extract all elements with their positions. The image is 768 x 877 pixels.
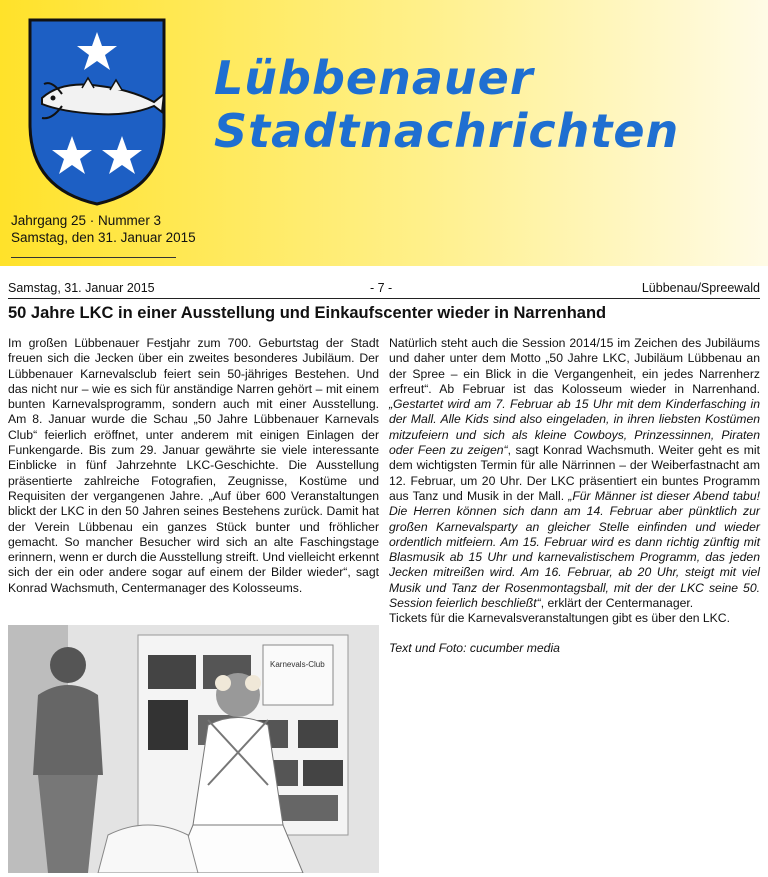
- article-paragraph-1: Im großen Lübbenauer Festjahr zum 700. Geburtstag der Stadt freuen sich die Jecken über ein zweites besonderes Jubiläum. Der Lübbenauer Karnevalsclub feiert sein 50-jähriges Bestehen. Und das nicht nur – wie es sich für anständige Narren gehört – mit einem bunten Karnevalsprogramm, sondern auch mit einer Ausstellung. Am 8. Januar wurde die Schau „50 Jahre Lübbenauer Karnevals Club“ feierlich eröffnet, unter anderem mit einigen Einlagen der Funkengarde. Bis zum 29. Januar gewährte sie viele interessante Einblicke in fünf Jahrzehnte LKC-Geschichte. Die Ausstellung präsentierte zahlreiche Fotografien, Zeugnisse, Kostüme und Requisiten der vergangenen Jahre. „Auf über 600 Veranstaltungen blickt der LKC in den 50 Jahren seines Bestehens zurück. Damit hat der Verein Lübbenau ein ganzes Stück bunter und fröhlicher gemacht. So mancher Besucher wird sich an alte Faschingstage erinnern, wenn er durch die Ausstellung streift. Und vielleicht erkennt sich der ein oder andere sogar auf einem der Bilder wieder“, sagt Konrad Wachsmuth, Centermanager des Kolosseums.: [8, 336, 379, 595]
- article-photo: [8, 625, 379, 873]
- paragraph-2-part-e: , erklärt der Centermanager.: [540, 596, 694, 611]
- issue-date: Samstag, den 31. Januar 2015: [11, 230, 196, 245]
- issue-number: Jahrgang 25 · Nummer 3: [11, 213, 162, 228]
- credit-text: Text und Foto: cucumber media: [389, 640, 560, 655]
- tickets-note: Tickets für die Karnevalsveranstaltungen gibt es über den LKC.: [389, 611, 730, 626]
- page-header-bar: [8, 280, 760, 299]
- issue-divider: [11, 257, 176, 258]
- paragraph-2-part-a: Natürlich steht auch die Session 2014/15 im Zeichen des Jubiläums und daher unter dem Motto „50 Jahre LKC, Jubiläum Lübbenau an der Spree – ein Blick in die Vergangenheit, ein jedes Narrenherz erfreut“. Ab Februar ist das Kolosseum wieder in Narrenhand.: [389, 336, 760, 396]
- article-column-1: [8, 336, 379, 596]
- quote-kinderfasching: „Gestartet wird am 7. Februar ab 15 Uhr mit dem Kinderfasching in der Mall. Alle Kids sind also eingeladen, in ihren liebsten Kostümen mitzufeiern und sich als kleine Cowboys, Prinzessinnen, Piraten oder Feen zu zeigen“: [389, 397, 760, 458]
- issue-info: [11, 212, 196, 246]
- page-number: - 7 -: [370, 281, 393, 295]
- article-credit: [389, 641, 760, 656]
- newspaper-title: [214, 52, 679, 158]
- quote-program: „Für Männer ist dieser Abend tabu! Die Herren können sich dann am 14. Februar aber pünktlich zur großen Karnevalsparty an gleicher Stelle einfinden und wieder ordentlich mitfeiern. Am 15. Februar wird es dann richtig zünftig mit Blasmusik ab 15 Uhr und karnevalistischem Programm, das jeden Jecken mitreißen wird. Am 16. Februar, ab 20 Uhr, steigt mit viel Musik und Tanz der Rosenmontagsball, mit der der LKC seine 50. Session feierlich beschließt“: [389, 488, 760, 611]
- article-paragraph-2: [389, 336, 760, 611]
- exhibition-board-label: Karnevals-Club: [270, 660, 325, 669]
- masthead: [0, 0, 768, 266]
- article-column-2: [389, 336, 760, 656]
- coat-of-arms-icon: [22, 14, 172, 209]
- title-line-1: Lübbenauer: [214, 51, 534, 105]
- page-date: Samstag, 31. Januar 2015: [8, 281, 155, 295]
- page-place: Lübbenau/Spreewald: [641, 281, 760, 295]
- title-line-2: Stadtnachrichten: [214, 103, 680, 158]
- paragraph-2-part-c: , sagt Konrad Wachsmuth. Weiter geht es mit dem wichtigsten Termin für alle Närrinnen – der Weiberfastnacht am 12. Februar, um 20 Uhr. Der LKC präsentiert ein buntes Programm aus Tanz und Musik in der Mall.: [389, 443, 760, 503]
- carnival-exhibition-photo-icon: [8, 625, 379, 873]
- article-headline: 50 Jahre LKC in einer Ausstellung und Einkaufscenter wieder in Narrenhand: [8, 304, 607, 322]
